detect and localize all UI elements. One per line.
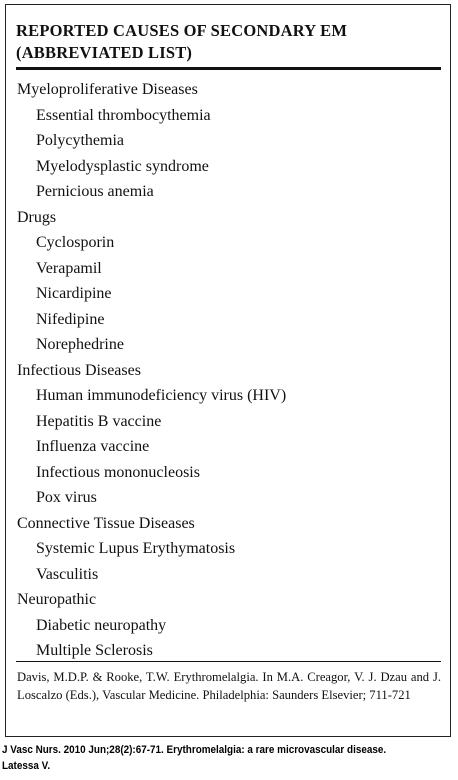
cause-item: Nicardipine (36, 285, 112, 302)
header-rule (16, 67, 441, 70)
cause-item: Myelodysplastic syndrome (36, 157, 209, 175)
table-frame (5, 4, 451, 737)
cause-item: Hepatitis B vaccine (36, 412, 162, 430)
table-footnote: Davis, M.D.P. & Rooke, T.W. Erythromelalgia. In M.A. Creagor, V. J. Dzau and J. Loscalzo (Eds.), Vascular Medicine. Philadelphia: Saunders Elsevier; 711-721 (17, 670, 441, 702)
cause-item: Essential thrombocythemia (36, 106, 211, 124)
category-heading: Neuropathic (17, 591, 97, 608)
cause-item: Vasculitis (36, 565, 99, 583)
category-heading: Connective Tissue Diseases (17, 514, 195, 532)
category-heading: Myeloproliferative Diseases (17, 81, 198, 98)
table-title: REPORTED CAUSES OF SECONDARY EM (ABBREVIATED LIST) (16, 21, 348, 62)
category-heading: Drugs (17, 208, 57, 226)
cause-item: Polycythemia (36, 132, 124, 149)
causes-list (17, 77, 442, 664)
cause-item: Cyclosporin (36, 234, 115, 251)
cause-item: Pox virus (36, 489, 97, 506)
cause-item: Human immunodeficiency virus (HIV) (36, 387, 287, 404)
cause-item: Influenza vaccine (36, 438, 150, 455)
cause-item: Norephedrine (36, 336, 124, 353)
cause-item: Systemic Lupus Erythymatosis (36, 540, 236, 557)
source-citation: J Vasc Nurs. 2010 Jun;28(2):67-71. Erythromelalgia: a rare microvascular disease. Latessa V. (2, 744, 387, 772)
cause-item: Multiple Sclerosis (36, 642, 153, 659)
cause-item: Nifedipine (36, 310, 105, 328)
footnote-rule (16, 661, 441, 662)
cause-item: Infectious mononucleosis (36, 463, 200, 481)
cause-item: Diabetic neuropathy (36, 616, 167, 634)
category-heading: Infectious Diseases (17, 361, 141, 379)
cause-item: Verapamil (36, 259, 102, 277)
cause-item: Pernicious anemia (36, 183, 154, 200)
